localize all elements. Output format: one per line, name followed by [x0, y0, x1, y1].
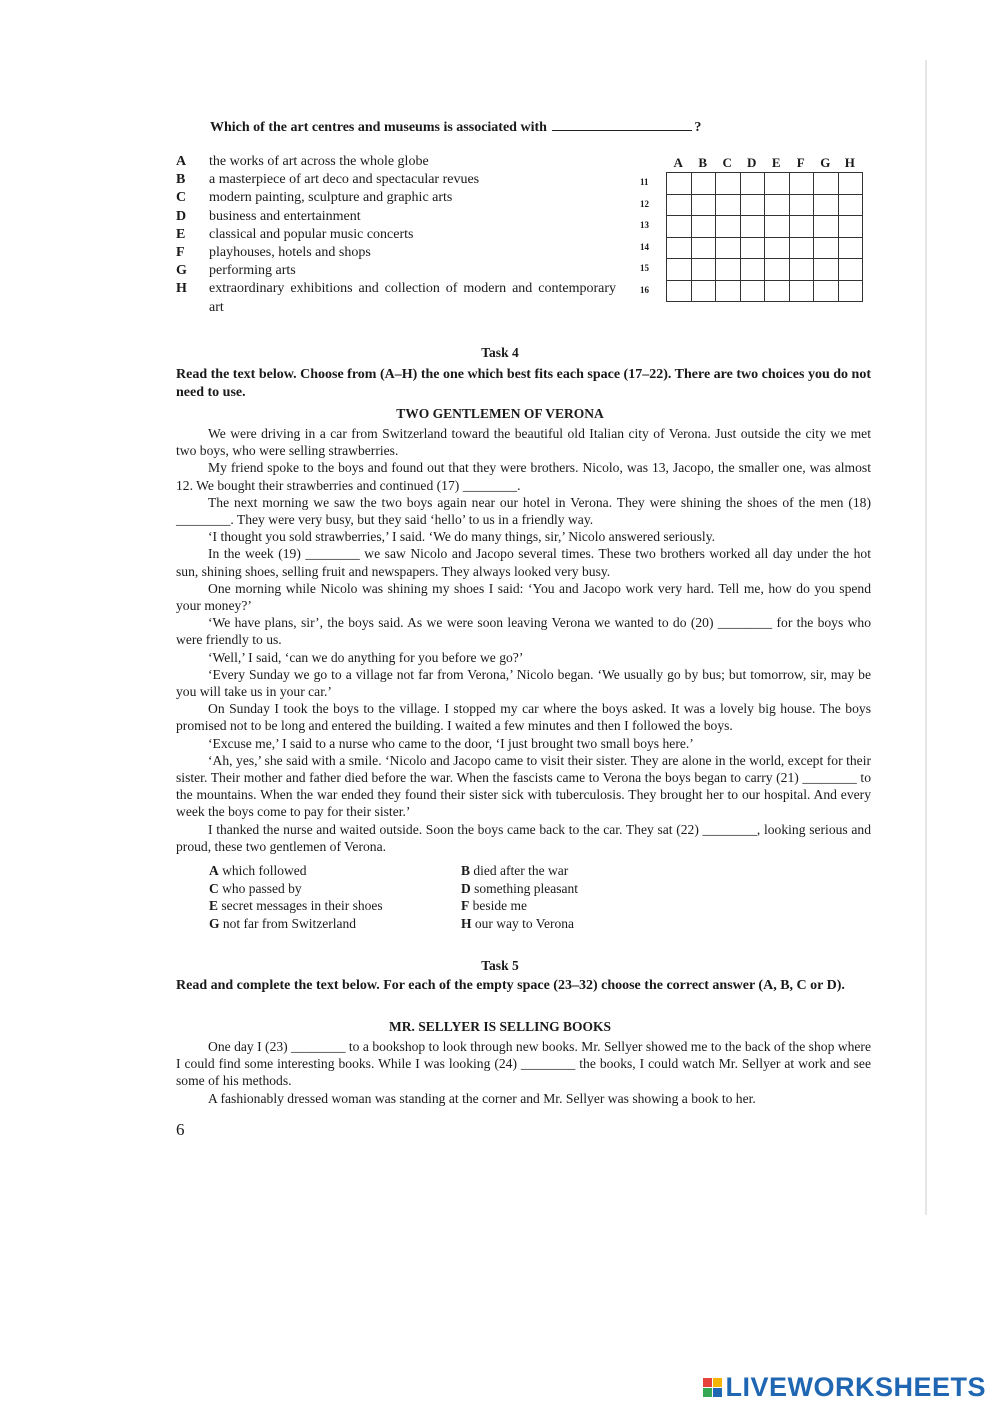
option-text: a masterpiece of art deco and spectacular revues: [209, 172, 480, 188]
answer-choice-b: [461, 862, 631, 880]
answer-cell[interactable]: [813, 172, 838, 194]
story-paragraph: On Sunday I took the boys to the village. I stopped my car where the boys asked. It was a lovely big house. The boys promised not to be long and entered the building. I waited a few minutes and then I followed the boys.: [176, 701, 871, 734]
answer-cell[interactable]: [838, 194, 864, 216]
answer-choice-a: [209, 862, 461, 880]
task4-story: [176, 425, 871, 855]
answer-cell[interactable]: [715, 258, 740, 280]
choice-letter: B: [461, 863, 471, 878]
question-text: Which of the art centres and museums is associated with: [210, 120, 547, 135]
answer-cell[interactable]: [764, 237, 789, 259]
option-d: [176, 208, 616, 226]
answer-choice-e: [209, 897, 461, 915]
story-paragraph: ‘Excuse me,’ I said to a nurse who came to the door, ‘I just brought two small boys here.’: [208, 735, 694, 751]
grid-column-label: E: [771, 155, 781, 170]
grid-column-label: B: [698, 155, 708, 170]
grid-row-number: 13: [640, 220, 649, 230]
answer-cell[interactable]: [813, 237, 838, 259]
grid-column-label: C: [722, 155, 732, 170]
task5-title: Task 5: [481, 958, 519, 973]
story-paragraph: ‘Ah, yes,’ she said with a smile. ‘Nicolo and Jacopo came to visit their sister. They are alone in the world, except for their sister. Their mother and father died before the war. When the fascists came to Verona the boys began to carry (21) ________ to the mountains. When the war ended they found their sister sick with tuberculosis. They brought her to our hospital. And every week the boys come to pay for their sister.’: [176, 752, 871, 820]
answer-cell[interactable]: [740, 237, 765, 259]
answer-cell[interactable]: [764, 258, 789, 280]
answer-cell[interactable]: [813, 194, 838, 216]
story-paragraph: One morning while Nicolo was shining my shoes I said: ‘You and Jacopo work very hard. Tell me, how do you spend your money?’: [176, 580, 871, 614]
option-letter: B: [176, 172, 186, 188]
answer-cell[interactable]: [715, 172, 740, 194]
choice-text: not far from Switzerland: [222, 915, 356, 931]
answer-cell[interactable]: [789, 237, 814, 259]
answer-cell[interactable]: [740, 215, 765, 237]
option-text: classical and popular music concerts: [209, 226, 414, 242]
choice-letter: H: [461, 915, 472, 931]
answer-cell[interactable]: [691, 215, 716, 237]
logo-mark-icon: [703, 1378, 722, 1397]
option-letter: F: [176, 245, 185, 261]
answer-cell[interactable]: [666, 194, 691, 216]
task5-instructions: Read and complete the text below. For each of the empty space (23–32) choose the correct answer (A, B, C or D).: [176, 978, 845, 993]
story-paragraph: ‘Well,’ I said, ‘can we do anything for you before we go?’: [208, 649, 524, 665]
answer-cell[interactable]: [740, 280, 765, 303]
grid-column-label: D: [747, 155, 757, 170]
answer-cell[interactable]: [666, 172, 691, 194]
grid-row-number: 16: [640, 284, 649, 295]
answer-cell[interactable]: [764, 194, 789, 216]
answer-cell[interactable]: [789, 194, 814, 216]
task5-story-title: MR. SELLYER IS SELLING BOOKS: [389, 1019, 611, 1034]
choice-text: secret messages in their shoes: [221, 898, 383, 913]
grid-row-number: 11: [640, 177, 649, 187]
task3-options: [176, 153, 616, 317]
option-text: modern painting, sculpture and graphic arts: [209, 190, 453, 206]
option-text: performing arts: [209, 263, 296, 279]
choice-text: beside me: [472, 898, 527, 913]
story-paragraph: We were driving in a car from Switzerland toward the beautiful old Italian city of Verona. Just outside the city we met two boys, who were selling strawberries.: [176, 426, 871, 459]
option-b: [176, 171, 616, 189]
option-letter: C: [176, 190, 187, 206]
grid-row-number: 14: [640, 241, 649, 252]
answer-cell[interactable]: [740, 172, 765, 194]
question-blank: [552, 118, 692, 131]
answer-cell[interactable]: [838, 237, 864, 259]
story-paragraph: One day I (23) ________ to a bookshop to look through new books. Mr. Sellyer showed me to the back of the shop where I could find some interesting books. While I was looking (24) ________ the books, I could watch Mr. Sellyer at work and see some of his methods.: [176, 1039, 871, 1089]
grid-column-label: A: [673, 155, 683, 170]
grid-row-number: 15: [640, 263, 649, 273]
story-paragraph: My friend spoke to the boys and found out that they were brothers. Nicolo, was 13, Jacopo, the smaller one, was almost 12. We bought their strawberries and continued (17) ________.: [176, 460, 871, 493]
answer-cell[interactable]: [715, 215, 740, 237]
answer-cell[interactable]: [789, 172, 814, 194]
option-h: [176, 280, 616, 316]
answer-cell[interactable]: [764, 172, 789, 194]
logo-text: LIVEWORKSHEETS: [725, 1372, 986, 1402]
choice-text: who passed by: [222, 880, 302, 896]
answer-choice-h: [461, 915, 631, 933]
answer-cell[interactable]: [740, 194, 765, 216]
option-letter: A: [176, 154, 187, 169]
option-letter: E: [176, 226, 186, 242]
liveworksheets-logo: [703, 1372, 986, 1403]
answer-cell[interactable]: [789, 215, 814, 237]
answer-cell[interactable]: [691, 194, 716, 216]
answer-cell[interactable]: [789, 280, 814, 303]
answer-cell[interactable]: [813, 280, 838, 303]
choice-letter: F: [461, 898, 470, 913]
answer-cell[interactable]: [838, 215, 864, 237]
choice-letter: E: [209, 898, 219, 913]
option-letter: D: [176, 208, 187, 224]
answer-cell[interactable]: [838, 258, 864, 280]
grid-row-14: [640, 237, 863, 259]
task4-title: Task 4: [481, 345, 519, 360]
task5-story: [176, 1038, 871, 1107]
answer-cell[interactable]: [838, 172, 864, 194]
answer-cell[interactable]: [715, 194, 740, 216]
choice-letter: A: [209, 863, 219, 878]
answer-cell[interactable]: [764, 280, 789, 303]
answer-choice-c: [209, 880, 461, 898]
answer-cell[interactable]: [740, 258, 765, 280]
choice-text: died after the war: [473, 863, 569, 878]
option-letter: G: [176, 263, 187, 279]
answer-cell[interactable]: [691, 258, 716, 280]
answer-cell[interactable]: [691, 172, 716, 194]
story-paragraph: A fashionably dressed woman was standing at the corner and Mr. Sellyer was showing a book to her.: [208, 1090, 756, 1106]
task4-instructions: Read the text below. Choose from (A–H) the one which best fits each space (17–22). There are two choices you do not need to use.: [176, 367, 871, 400]
story-paragraph: ‘We have plans, sir’, the boys said. As we were soon leaving Verona we wanted to do (20) ________ for the boys who were friendly to us.: [176, 615, 871, 648]
option-letter: H: [176, 281, 187, 297]
task4-story-title: TWO GENTLEMEN OF VERONA: [396, 406, 604, 421]
option-text: playhouses, hotels and shops: [209, 245, 371, 261]
option-e: [176, 226, 616, 244]
task4-answer-choices: [209, 862, 629, 932]
grid-row-15: [640, 258, 863, 280]
story-paragraph: The next morning we saw the two boys again near our hotel in Verona. They were shining the shoes of the men (18) ________. They were very busy, but they said ‘hello’ to us in a friendly way.: [176, 494, 871, 528]
choice-letter: G: [209, 915, 220, 931]
story-paragraph: ‘I thought you sold strawberries,’ I said. ‘We do many things, sir,’ Nicolo answered seriously.: [208, 529, 716, 545]
answer-cell[interactable]: [666, 280, 691, 303]
answer-cell[interactable]: [715, 280, 740, 303]
story-paragraph: In the week (19) ________ we saw Nicolo and Jacopo several times. These two brothers worked all day under the hot sun, shining shoes, selling fruit and newspapers. They always looked very busy.: [176, 546, 871, 579]
grid-row-12: [640, 194, 863, 216]
answer-cell[interactable]: [666, 258, 691, 280]
grid-column-label: G: [820, 155, 831, 170]
answer-cell[interactable]: [764, 215, 789, 237]
answer-cell[interactable]: [691, 237, 716, 259]
question-mark: ?: [694, 120, 702, 135]
task3-question: [210, 118, 770, 136]
option-a: [176, 153, 616, 171]
choice-text: something pleasant: [474, 880, 578, 896]
grid-row-13: [640, 215, 863, 237]
answer-cell[interactable]: [666, 215, 691, 237]
grid-row-16: [640, 280, 863, 302]
choice-text: which followed: [222, 863, 307, 878]
grid-row-11: [640, 172, 863, 194]
choice-letter: D: [461, 880, 471, 896]
story-paragraph: ‘Every Sunday we go to a village not far from Verona,’ Nicolo began. ‘We usually go by bus; but tomorrow, sir, may be you will take us in your car.’: [176, 666, 871, 700]
option-text: business and entertainment: [209, 208, 361, 224]
grid-row-number: 12: [640, 198, 649, 209]
option-c: [176, 189, 616, 207]
page-number: 6: [176, 1120, 185, 1139]
option-text: the works of art across the whole globe: [209, 154, 429, 169]
answer-cell[interactable]: [666, 237, 691, 259]
answer-choice-d: [461, 880, 631, 898]
option-g: [176, 262, 616, 280]
answer-cell[interactable]: [838, 280, 864, 303]
grid-column-label: F: [796, 155, 805, 170]
story-paragraph: I thanked the nurse and waited outside. Soon the boys came back to the car. They sat (22) ________, looking serious and proud, these two gentlemen of Verona.: [176, 821, 871, 854]
answer-cell[interactable]: [789, 258, 814, 280]
answer-grid-header: [666, 155, 862, 171]
option-text: extraordinary exhibitions and collection of modern and contemporary art: [209, 281, 616, 315]
choice-text: our way to Verona: [474, 915, 574, 931]
grid-column-label: H: [844, 155, 855, 170]
answer-choice-g: [209, 915, 461, 933]
answer-choice-f: [461, 897, 631, 915]
choice-letter: C: [209, 880, 219, 896]
option-f: [176, 244, 616, 262]
answer-cell[interactable]: [715, 237, 740, 259]
answer-grid: [640, 172, 863, 301]
answer-cell[interactable]: [813, 258, 838, 280]
answer-cell[interactable]: [813, 215, 838, 237]
answer-cell[interactable]: [691, 280, 716, 303]
